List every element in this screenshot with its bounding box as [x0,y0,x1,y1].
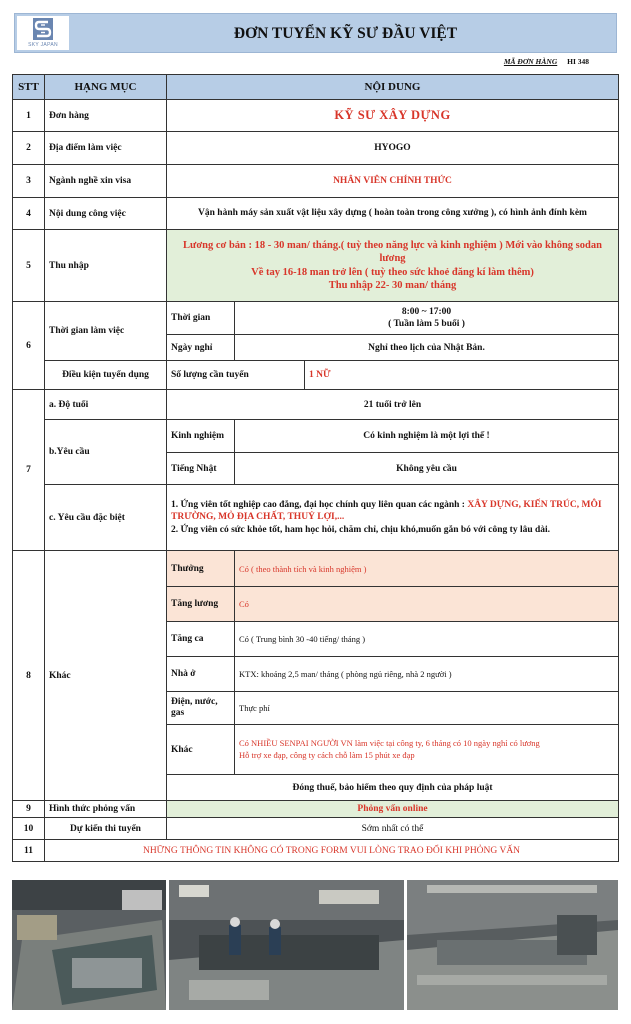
page-title: ĐƠN TUYỂN KỸ SƯ ĐẦU VIỆT [233,25,458,42]
raise-label: Tăng lương [167,587,235,622]
row-visa [13,165,619,198]
income-line-1: Lương cơ bản : 18 - 30 man/ tháng.( tuỳ theo năng lực và kinh nghiệm ) Mới vào không sodan lương [183,240,602,265]
order-code-label: MÃ ĐƠN HÀNG [503,57,558,66]
order-code [504,57,589,66]
category-cell: Ngành nghề xin visa [45,165,167,198]
sky-japan-logo [17,16,69,50]
housing-label: Nhà ở [167,657,235,692]
dayoff-value: Nghỉ theo lịch của Nhật Bản. [235,335,619,361]
category-cell: Đơn hàng [45,100,167,132]
row-special-requirement [13,485,619,551]
overtime-value: Có ( Trung bình 30 -40 tiếng/ tháng ) [235,622,619,657]
job-order-table [12,74,619,862]
row-age [13,390,619,420]
visa-value: NHÂN VIÊN CHÍNH THỨC [167,165,619,198]
logo-text: SKY JAPAN [28,42,58,48]
raise-value: Có [235,587,619,622]
quantity-label: Số lượng cần tuyển [167,361,305,390]
dayoff-label: Ngày nghỉ [167,335,235,361]
order-code-value: HI 348 [567,57,589,66]
factory-photo-2 [169,880,404,1010]
row-income [13,230,619,302]
row-exam-date [13,818,619,840]
factory-photo-3 [407,880,618,1010]
other-value [235,725,619,775]
utilities-label: Điện, nước, gas [167,692,235,725]
income-line-2: Về tay 16-18 man trở lên ( tuỳ theo sức khoẻ đăng kí làm thêm) [251,266,534,278]
age-label: a. Độ tuổi [45,390,167,420]
stt-cell: 9 [13,801,45,818]
stt-cell: 10 [13,818,45,840]
requirement-label: b.Yêu cầu [45,420,167,485]
special-item-1: 1. Ứng viên tốt nghiệp cao đẳng, đại học chính quy liên quan các ngành : XÂY DỰNG, KIẾN TRÚC, MÔI TRƯỜNG, MỎ ĐỊA CHẤT, THUỶ LỢI,... [171,499,602,523]
age-value: 21 tuổi trở lên [167,390,619,420]
other-line-1: Có NHIỀU SENPAI NGƯỜI VN làm việc tại công ty, 6 tháng có 10 ngày nghỉ có lương [239,738,540,749]
stt-cell: 8 [13,551,45,801]
category-cell: Thời gian làm việc [45,302,167,361]
time-note: ( Tuần làm 5 buổi ) [388,319,465,329]
location-value: HYOGO [167,132,619,165]
special-label: c. Yêu cầu đặc biệt [45,485,167,551]
experience-label: Kinh nghiệm [167,420,235,453]
income-line-3: Thu nhập 22- 30 man/ tháng [328,279,457,291]
stt-cell: 1 [13,100,45,132]
special-value [167,485,619,551]
row-job-content [13,198,619,230]
time-label: Thời gian [167,302,235,335]
table-header-row [13,75,619,100]
category-cell: Hình thức phỏng vấn [45,801,167,818]
note-value: NHỮNG THÔNG TIN KHÔNG CÓ TRONG FORM VUI LÒNG TRAO ĐỔI KHI PHỎNG VẤN [45,840,619,862]
factory-photo-1 [12,880,166,1010]
quantity-value: 1 NỮ [305,361,619,390]
stt-cell: 4 [13,198,45,230]
stt-cell: 7 [13,390,45,551]
row-interview-type [13,801,619,818]
experience-value: Có kinh nghiệm là một lợi thế ! [235,420,619,453]
header-category: HẠNG MỤC [45,75,167,100]
row-note [13,840,619,862]
row-bonus [13,551,619,587]
factory-photos [12,880,618,1010]
exam-date-value: Sớm nhất có thể [167,818,619,840]
category-cell: Nội dung công việc [45,198,167,230]
utilities-value: Thực phí [235,692,619,725]
stt-cell: 3 [13,165,45,198]
condition-label: Điều kiện tuyển dụng [45,361,167,390]
bonus-label: Thưởng [167,551,235,587]
stt-cell: 11 [13,840,45,862]
stt-cell: 2 [13,132,45,165]
other-line-2: Hỗ trợ xe đạp, công ty cách chỗ làm 15 phút xe đạp [239,749,415,760]
row-recruit-condition [13,361,619,390]
job-content-value: Vận hành máy sản xuất vật liệu xây dựng ( hoàn toàn trong công xưởng ), có hình ảnh đính kèm [167,198,619,230]
category-cell: Khác [45,551,167,801]
stt-cell: 6 [13,302,45,390]
order-value: KỸ SƯ XÂY DỰNG [167,100,619,132]
housing-value: KTX: khoảng 2,5 man/ tháng ( phòng ngủ riêng, nhà 2 người ) [235,657,619,692]
header-stt: STT [13,75,45,100]
stt-cell: 5 [13,230,45,302]
overtime-label: Tăng ca [167,622,235,657]
category-cell: Dự kiến thi tuyển [45,818,167,840]
income-value [167,230,619,302]
category-cell: Thu nhập [45,230,167,302]
time-hours: 8:00 ~ 17:00 [401,306,452,317]
row-experience [13,420,619,453]
special-item-2: 2. Ứng viên có sức khỏe tốt, ham học hỏi, chăm chỉ, chịu khó,muốn gắn bó với công ty lâu dài. [171,524,551,535]
logo-s-icon [33,18,53,40]
time-value [235,302,619,335]
row-work-time [13,302,619,335]
row-location [13,132,619,165]
insurance-value: Đóng thuế, bảo hiểm theo quy định của pháp luật [167,775,619,801]
header-content: NỘI DUNG [167,75,619,100]
japanese-value: Không yêu cầu [235,453,619,485]
bonus-value: Có ( theo thành tích và kinh nghiệm ) [235,551,619,587]
row-order [13,100,619,132]
other-label: Khác [167,725,235,775]
interview-type-value: Phỏng vấn online [167,801,619,818]
category-cell: Địa điểm làm việc [45,132,167,165]
document-header [14,13,617,53]
japanese-label: Tiếng Nhật [167,453,235,485]
